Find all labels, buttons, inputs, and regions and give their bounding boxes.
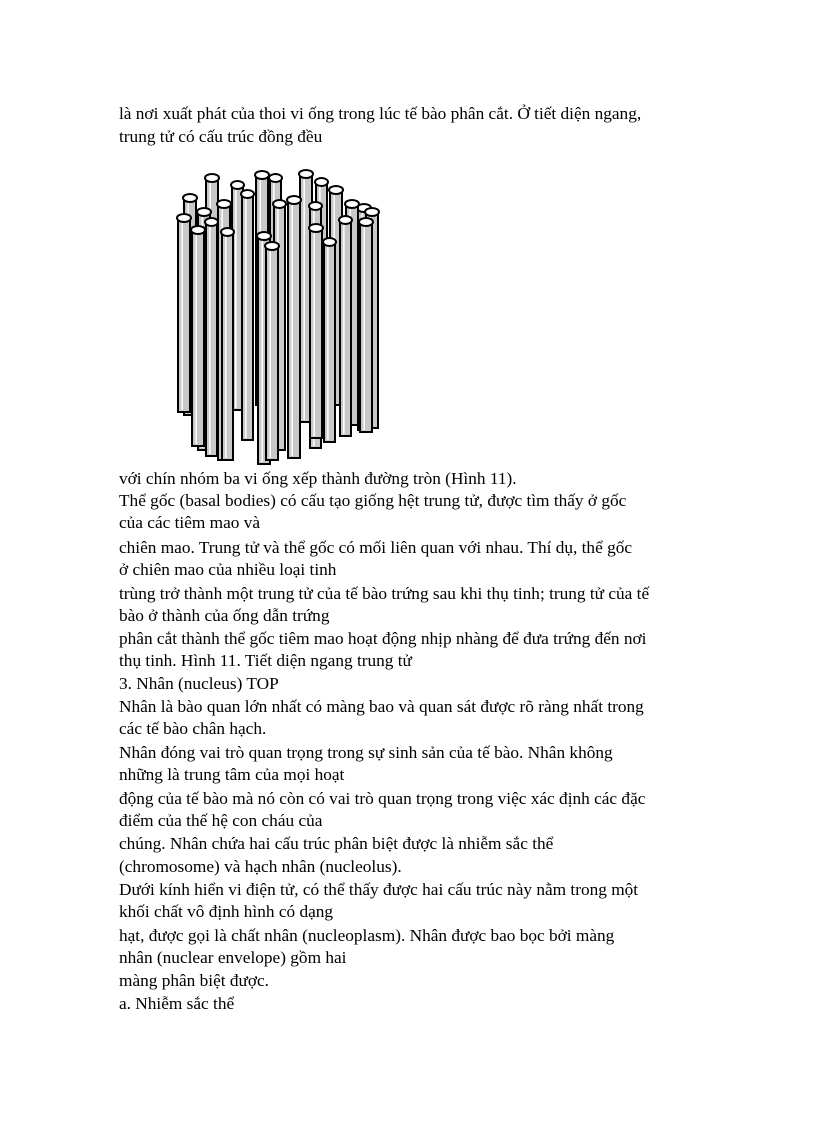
microtubule	[323, 238, 336, 442]
text-line: Nhân đóng vai trò quan trọng trong sự sinh sản của tế bào. Nhân không	[119, 743, 613, 762]
intro-line-1: là nơi xuất phát của thoi vi ống trong lúc tế bào phân cắt. Ở tiết diện ngang,	[119, 104, 642, 123]
microtubule	[191, 226, 205, 446]
microtubule	[309, 224, 323, 438]
microtubule	[287, 196, 301, 458]
text-line: bào ở thành của ống dẫn trứng	[119, 606, 330, 625]
microtubule	[241, 190, 254, 440]
text-line: trùng trở thành một trung tử của tế bào trứng sau khi thụ tinh; trung tử của tế	[119, 584, 650, 603]
text-line: của các tiêm mao và	[119, 513, 261, 532]
microtubule	[177, 214, 191, 412]
text-line: Thể gốc (basal bodies) có cấu tạo giống hệt trung tử, được tìm thấy ở gốc	[119, 491, 627, 510]
text-line: Nhân là bào quan lớn nhất có màng bao và quan sát được rõ ràng nhất trong	[119, 697, 644, 716]
text-line: khối chất vô định hình có dạng	[119, 902, 334, 921]
centriole-illustration	[170, 160, 385, 465]
text-line: chiên mao. Trung tử và thể gốc có mối liên quan với nhau. Thí dụ, thể gốc	[119, 538, 633, 557]
text-line: màng phân biệt được.	[119, 971, 269, 990]
microtubule	[205, 218, 218, 456]
intro-line-2: trung tử có cấu trúc đồng đều	[119, 127, 323, 146]
microtubule	[359, 218, 373, 432]
text-line: Dưới kính hiển vi điện tử, có thể thấy được hai cấu trúc này nằm trong một	[119, 880, 639, 899]
text-line: các tế bào chân hạch.	[119, 719, 267, 738]
subsection-heading: a. Nhiễm sắc thể	[119, 994, 235, 1013]
text-line: chúng. Nhân chứa hai cấu trúc phân biệt được là nhiễm sắc thể	[119, 834, 554, 853]
microtubule	[339, 216, 352, 436]
microtubule	[265, 242, 279, 460]
text-line: điểm của thế hệ con cháu của	[119, 811, 323, 830]
text-line: phân cắt thành thể gốc tiêm mao hoạt động nhịp nhàng để đưa trứng đến nơi	[119, 629, 647, 648]
text-line: thụ tinh. Hình 11. Tiết diện ngang trung tử	[119, 651, 412, 670]
text-line: những là trung tâm của mọi hoạt	[119, 765, 345, 784]
text-line: ở chiên mao của nhiều loại tinh	[119, 560, 337, 579]
text-line: nhân (nuclear envelope) gồm hai	[119, 948, 347, 967]
text-line: động của tế bào mà nó còn có vai trò quan trọng trong việc xác định các đặc	[119, 789, 646, 808]
text-line: hạt, được gọi là chất nhân (nucleoplasm). Nhân được bao bọc bởi màng	[119, 926, 615, 945]
microtubule	[221, 228, 234, 460]
text-line: với chín nhóm ba vi ống xếp thành đường tròn (Hình 11).	[119, 469, 517, 488]
section-heading-nucleus: 3. Nhân (nucleus) TOP	[119, 674, 279, 693]
text-line: (chromosome) và hạch nhân (nucleolus).	[119, 857, 402, 876]
